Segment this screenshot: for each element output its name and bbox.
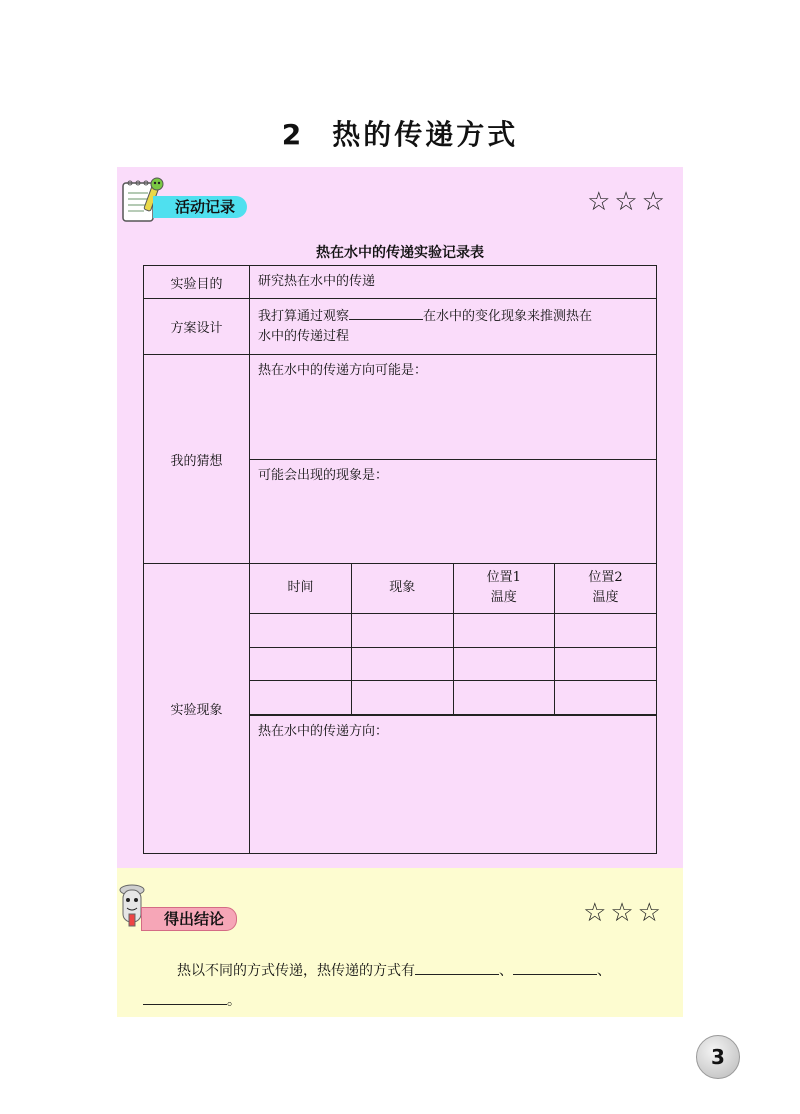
empty-cell[interactable] — [555, 647, 657, 680]
observation-subtable — [250, 564, 656, 715]
purpose-label: 实验目的 — [144, 266, 250, 299]
col-phenomenon-header: 现象 — [352, 564, 454, 613]
empty-cell[interactable] — [453, 680, 555, 714]
separator-1: 、 — [499, 963, 513, 979]
col-pos1-line2: 温度 — [490, 590, 517, 606]
table-row — [144, 564, 657, 716]
separator-2: 、 — [597, 963, 611, 979]
observation-subtable-cell — [250, 564, 657, 716]
conclusion-sentence: 热以不同的方式传递，热传递的方式有 — [177, 963, 415, 979]
design-text-b: 在水中的变化现象来推测热在 — [423, 309, 593, 324]
observe-direction-cell[interactable]: 热在水中的传递方向： — [250, 715, 657, 853]
activity-record-section — [117, 167, 683, 868]
conclusion-section — [117, 868, 683, 1017]
empty-cell[interactable] — [250, 647, 352, 680]
conclusion-end: 。 — [227, 993, 241, 1009]
page-title — [0, 113, 800, 153]
empty-cell[interactable] — [250, 680, 352, 714]
empty-cell[interactable] — [453, 613, 555, 647]
empty-cell[interactable] — [250, 613, 352, 647]
empty-cell[interactable] — [555, 680, 657, 714]
design-text-c: 水中的传递过程 — [258, 329, 350, 344]
conclusion-badge: 得出结论 — [141, 907, 237, 931]
guess-label: 我的猜想 — [144, 355, 250, 564]
answer-blank-2[interactable] — [513, 960, 597, 975]
subtable-data-row — [250, 680, 656, 714]
empty-cell[interactable] — [555, 613, 657, 647]
col-pos2-header — [555, 564, 657, 613]
answer-blank-1[interactable] — [415, 960, 499, 975]
subtable-data-row — [250, 613, 656, 647]
answer-blank-3[interactable] — [143, 990, 227, 1005]
col-pos1-header — [453, 564, 555, 613]
empty-cell[interactable] — [352, 613, 454, 647]
subtable-header-row — [250, 564, 656, 613]
guess-direction-cell[interactable]: 热在水中的传递方向可能是： — [250, 355, 657, 460]
page-number-badge: 3 — [696, 1035, 740, 1079]
page-title-text: 热的传递方式 — [332, 118, 519, 151]
subtable-data-row — [250, 647, 656, 680]
design-blank[interactable] — [349, 305, 423, 320]
purpose-text: 研究热在水中的传递 — [250, 266, 657, 299]
table-title: 热在水中的传递实验记录表 — [316, 245, 484, 261]
guess-phenomenon-cell[interactable]: 可能会出现的现象是： — [250, 460, 657, 564]
conclusion-line-2 — [143, 986, 663, 1016]
empty-cell[interactable] — [352, 680, 454, 714]
record-star-rating: ☆☆☆ — [587, 187, 669, 217]
col-time-header: 时间 — [250, 564, 352, 613]
table-row — [144, 355, 657, 460]
table-row — [144, 266, 657, 299]
table-row — [144, 299, 657, 355]
page-title-number: 2 — [281, 118, 305, 151]
design-text-a: 我打算通过观察 — [258, 309, 350, 324]
experiment-record-table — [143, 265, 657, 854]
conclusion-line-1 — [143, 956, 663, 986]
design-label: 方案设计 — [144, 299, 250, 355]
design-cell — [250, 299, 657, 355]
col-pos1-line1: 位置1 — [486, 570, 521, 586]
col-pos2-line2: 温度 — [592, 590, 619, 606]
activity-record-badge: 活动记录 — [153, 196, 247, 218]
conclusion-text — [143, 956, 663, 1016]
col-pos2-line1: 位置2 — [588, 570, 623, 586]
empty-cell[interactable] — [352, 647, 454, 680]
conclusion-star-rating: ☆☆☆ — [583, 898, 665, 928]
observe-label: 实验现象 — [144, 564, 250, 854]
empty-cell[interactable] — [453, 647, 555, 680]
